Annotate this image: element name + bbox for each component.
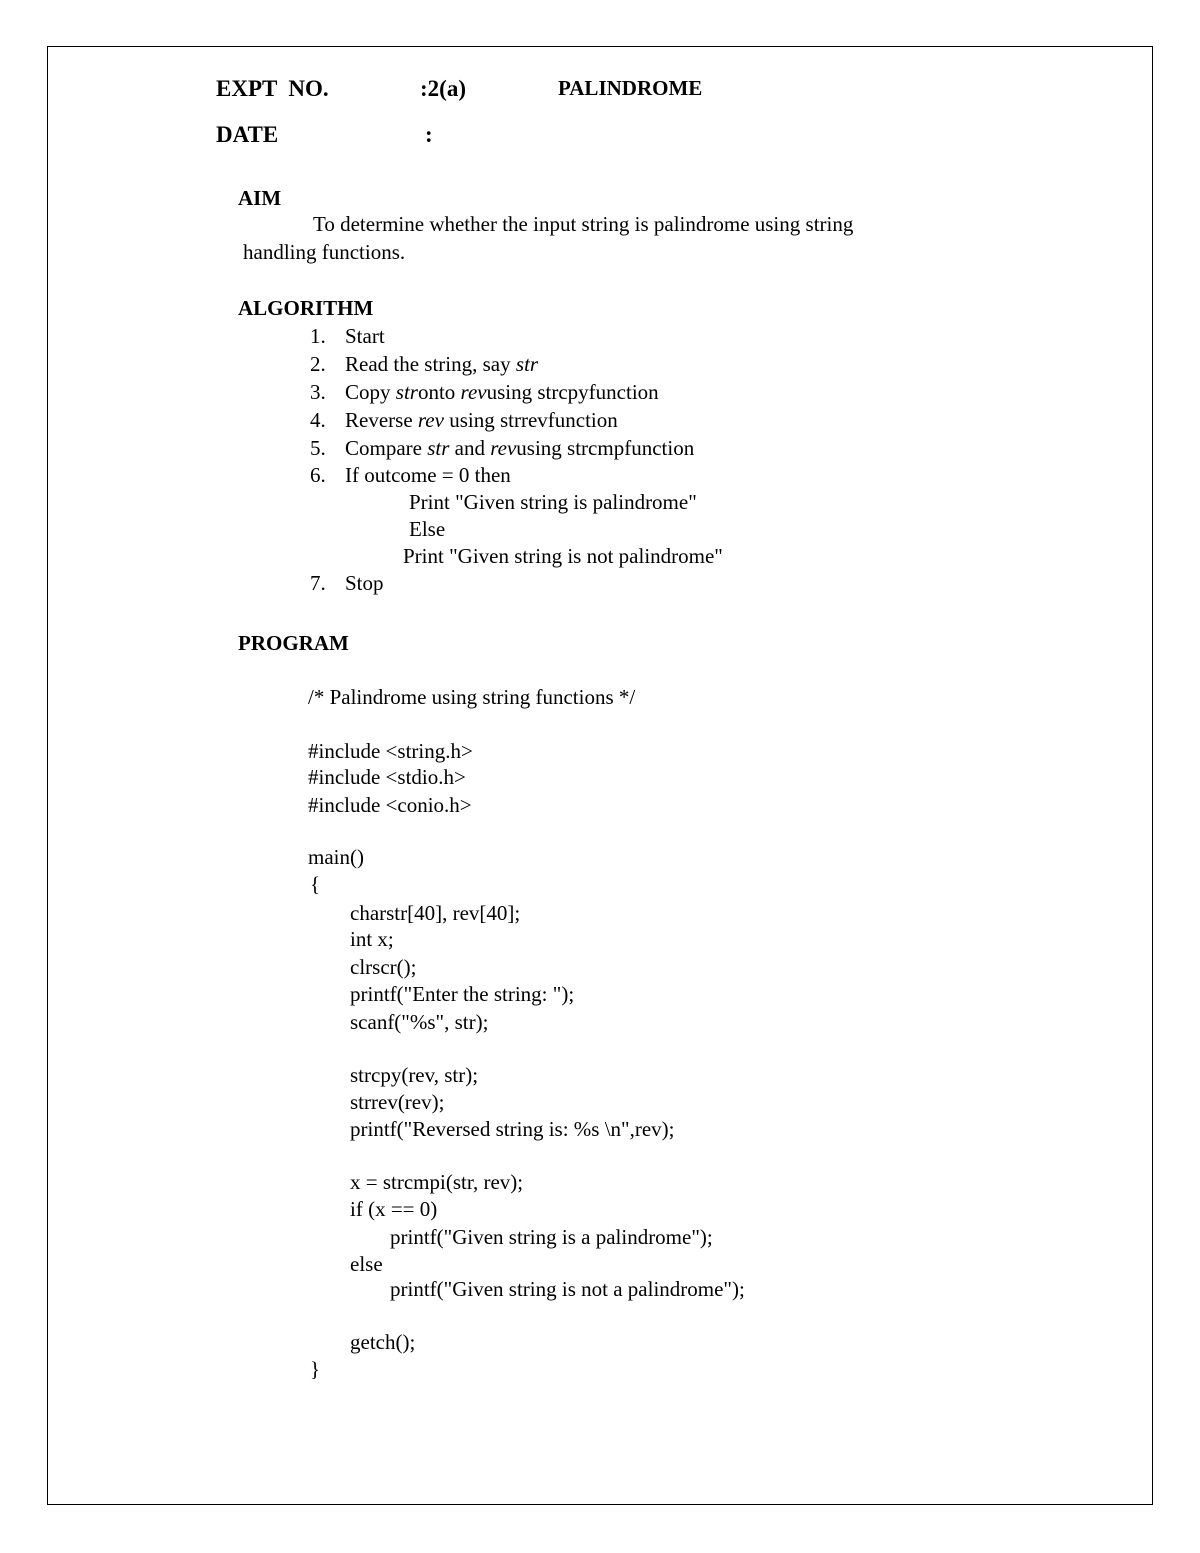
code-line: if (x == 0) xyxy=(350,1197,438,1221)
algo-step-text: Read the string, say str xyxy=(345,352,539,376)
code-line: clrscr(); xyxy=(350,955,417,979)
code-line: else xyxy=(350,1252,383,1276)
code-line: printf("Reversed string is: %s \n",rev); xyxy=(350,1117,675,1141)
algorithm-heading: ALGORITHM xyxy=(238,296,374,320)
aim-heading: AIM xyxy=(238,186,282,210)
code-line: strrev(rev); xyxy=(350,1090,445,1114)
algo-step-num: 2. xyxy=(310,352,326,376)
code-line: #include <stdio.h> xyxy=(308,765,466,789)
algo-step-text: Stop xyxy=(345,571,384,595)
algo-step-text: Reverse rev using strrevfunction xyxy=(345,408,618,432)
code-line: printf("Given string is not a palindrome"); xyxy=(390,1277,745,1301)
algo-step-text: Copy stronto revusing strcpyfunction xyxy=(345,380,659,404)
algo-step6-line: Else xyxy=(409,517,446,541)
code-line: int x; xyxy=(350,927,394,951)
page-title: PALINDROME xyxy=(558,76,703,100)
code-line: getch(); xyxy=(350,1330,416,1354)
aim-text-line2: handling functions. xyxy=(243,240,406,264)
code-line: printf("Given string is a palindrome"); xyxy=(390,1225,713,1249)
code-line: scanf("%s", str); xyxy=(350,1010,489,1034)
code-line: } xyxy=(310,1357,321,1381)
code-line: x = strcmpi(str, rev); xyxy=(350,1170,524,1194)
code-line: #include <string.h> xyxy=(308,739,473,763)
algo-step-text: Start xyxy=(345,324,385,348)
code-line: /* Palindrome using string functions */ xyxy=(308,685,636,709)
algo-step-num: 1. xyxy=(310,324,326,348)
code-line: { xyxy=(310,872,321,896)
code-line: #include <conio.h> xyxy=(308,793,472,817)
code-line: strcpy(rev, str); xyxy=(350,1063,479,1087)
expt-number: :2(a) xyxy=(420,76,466,101)
code-line: charstr[40], rev[40]; xyxy=(350,901,521,925)
code-line: printf("Enter the string: "); xyxy=(350,982,575,1006)
algo-step-num: 3. xyxy=(310,380,326,404)
code-line: main() xyxy=(308,845,364,869)
algo-step-num: 7. xyxy=(310,571,326,595)
algo-step-text: If outcome = 0 then xyxy=(345,463,511,487)
date-value: : xyxy=(425,122,433,147)
algo-step-num: 4. xyxy=(310,408,326,432)
expt-label: EXPT NO. xyxy=(216,76,329,101)
algo-step6-line: Print "Given string is not palindrome" xyxy=(403,544,723,568)
algo-step-num: 5. xyxy=(310,436,326,460)
aim-text-line1: To determine whether the input string is palindrome using string xyxy=(313,212,854,236)
date-label: DATE xyxy=(216,122,279,147)
algo-step6-line: Print "Given string is palindrome" xyxy=(409,490,697,514)
program-heading: PROGRAM xyxy=(238,631,349,655)
algo-step-text: Compare str and revusing strcmpfunction xyxy=(345,436,695,460)
algo-step-num: 6. xyxy=(310,463,326,487)
